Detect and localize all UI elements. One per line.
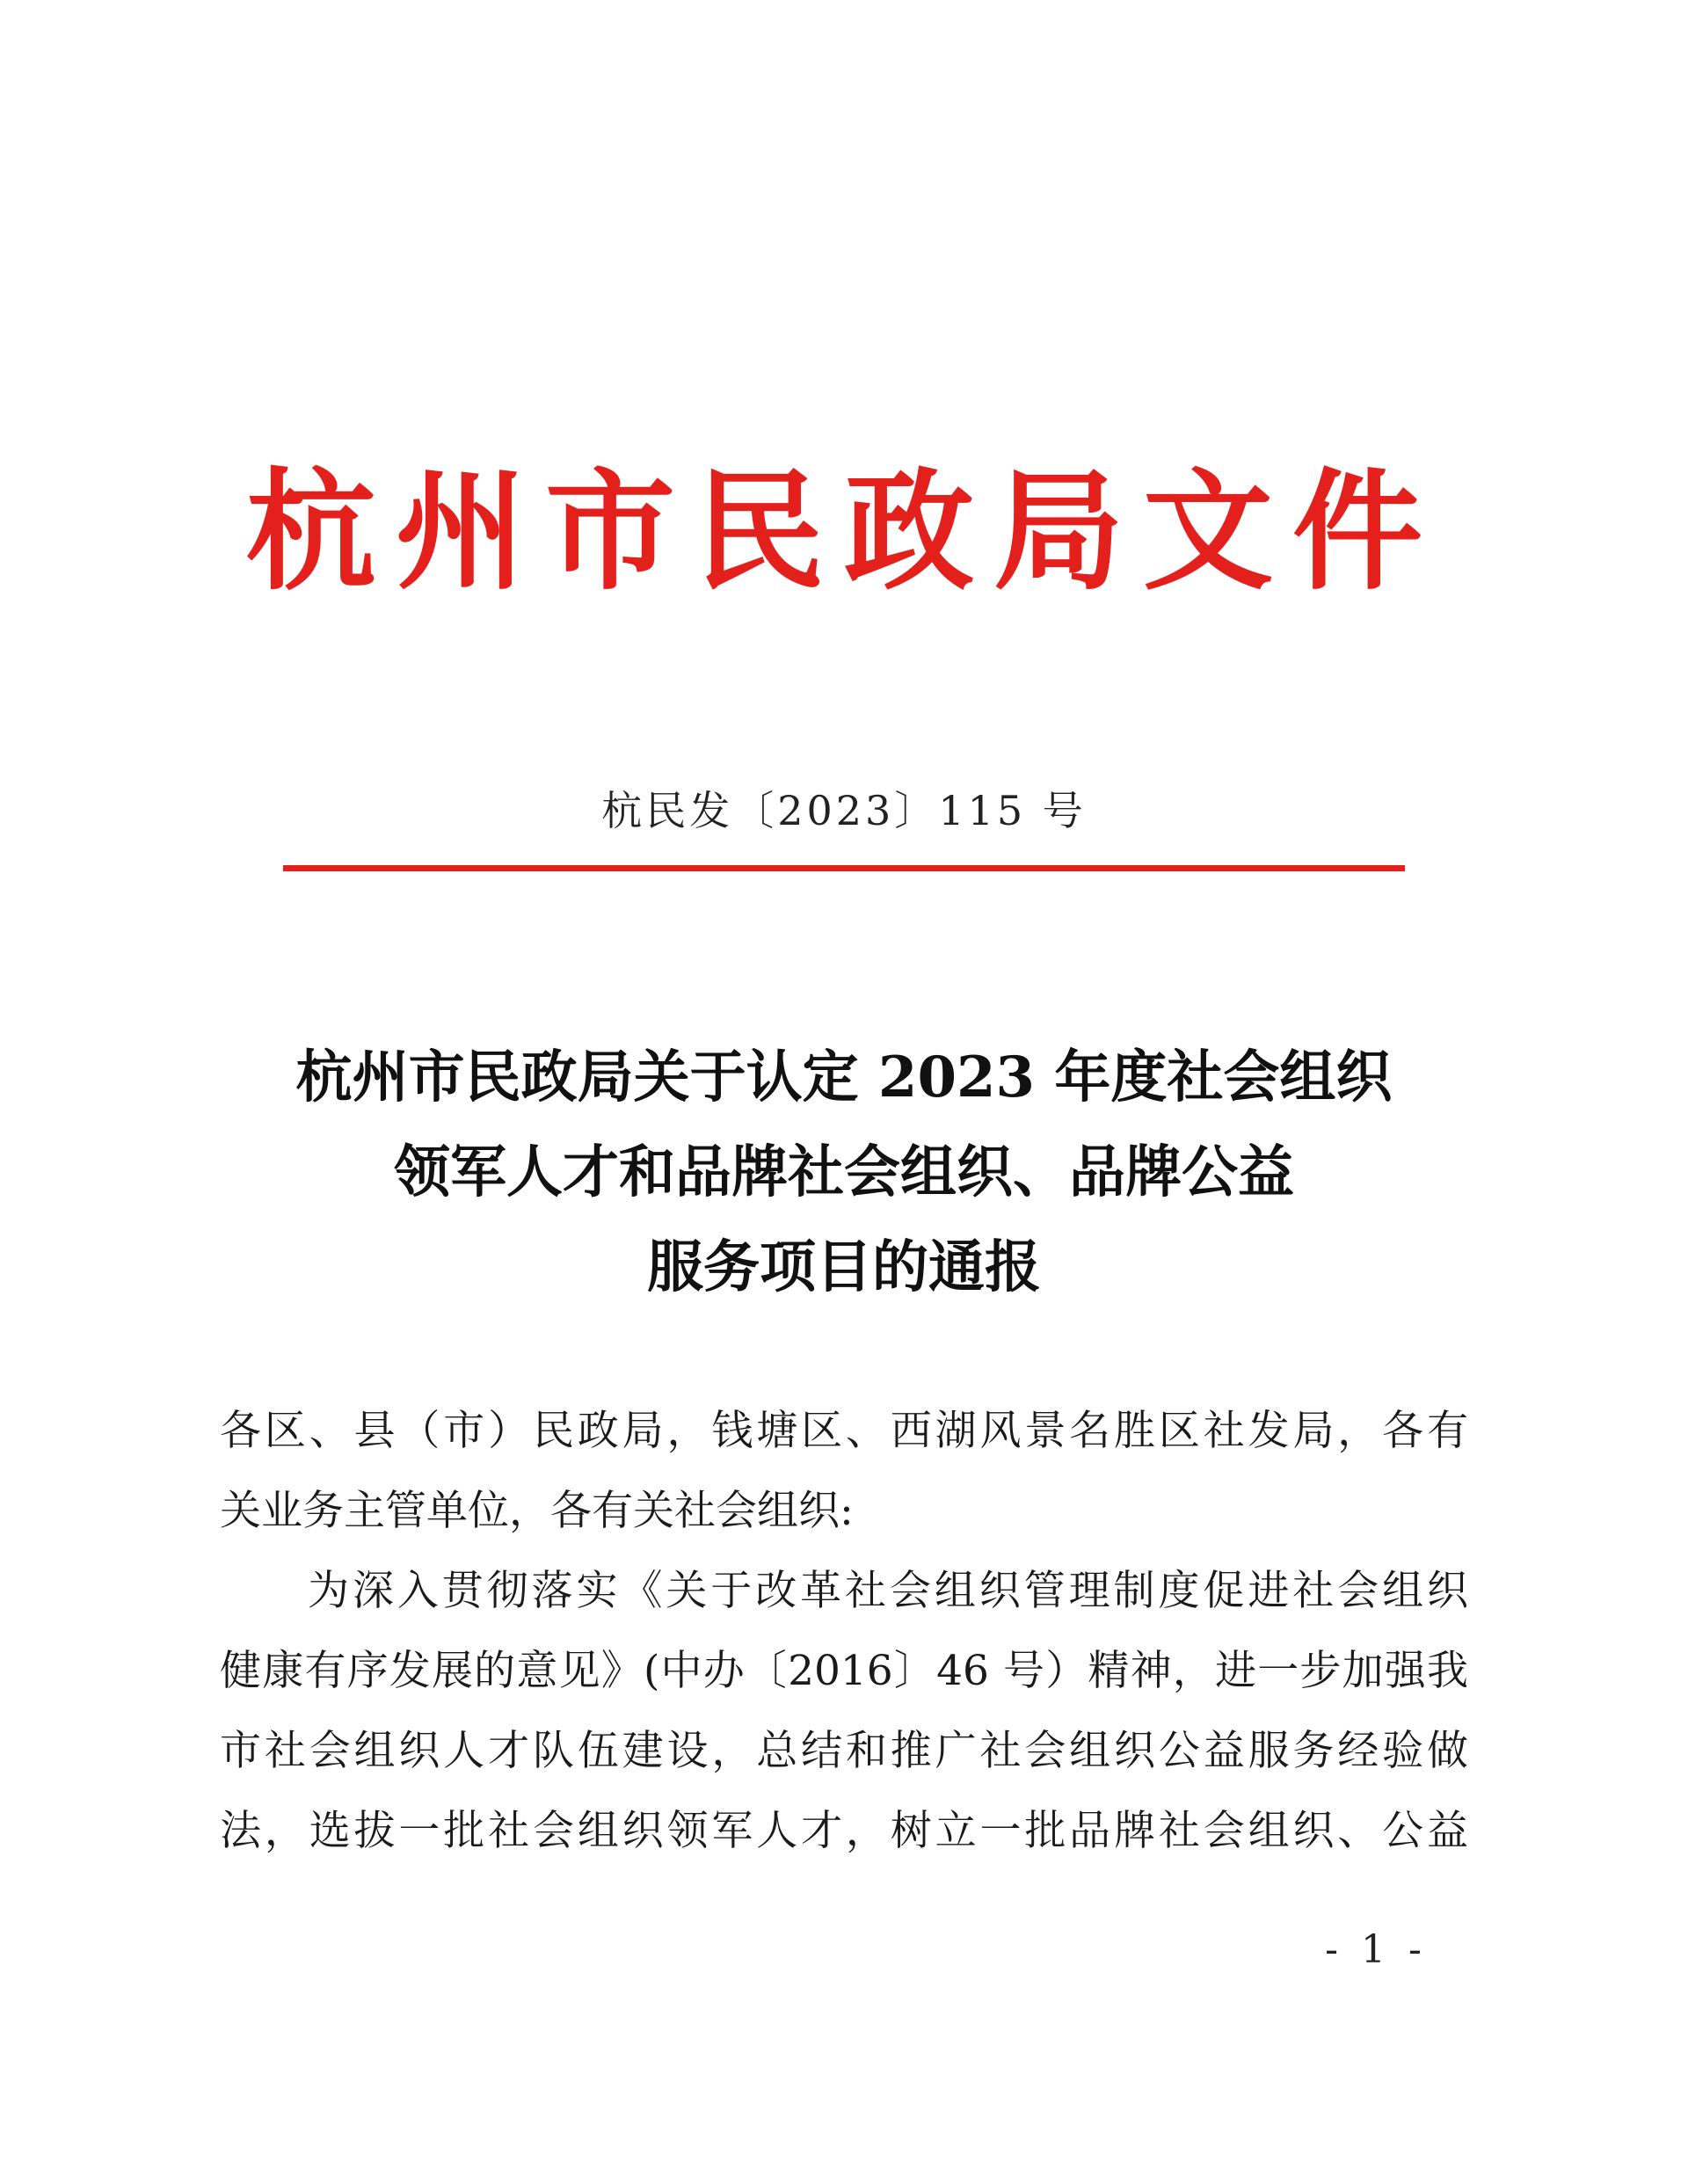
- issuer-header: 杭州市民政局文件: [246, 456, 1442, 608]
- page-number: - 1 -: [1325, 1927, 1427, 1972]
- title-line: 杭州市民政局关于认定 2023 年度社会组织: [295, 1045, 1393, 1110]
- red-divider-line: [283, 865, 1405, 871]
- body-text: [220, 1391, 1468, 1871]
- document-title: [0, 1030, 1688, 1315]
- paragraph-line: 健康有序发展的意见》(中办〔2016〕46 号）精神，进一步加强我: [220, 1647, 1468, 1695]
- paragraph-line: 法，选拔一批社会组织领军人才，树立一批品牌社会组织、公益: [220, 1807, 1468, 1855]
- paragraph-line: 为深入贯彻落实《关于改革社会组织管理制度促进社会组织: [308, 1567, 1468, 1615]
- title-line: 服务项目的通报: [647, 1234, 1041, 1300]
- paragraph-line: 市社会组织人才队伍建设，总结和推广社会组织公益服务经验做: [220, 1727, 1468, 1775]
- addressee-line: 各区、县（市）民政局，钱塘区、西湖风景名胜区社发局，各有: [220, 1407, 1468, 1455]
- title-line: 领军人才和品牌社会组织、品牌公益: [394, 1139, 1294, 1205]
- addressee-line: 关业务主管单位，各有关社会组织:: [220, 1487, 854, 1535]
- document-number: 杭民发〔2023〕115 号: [601, 787, 1087, 834]
